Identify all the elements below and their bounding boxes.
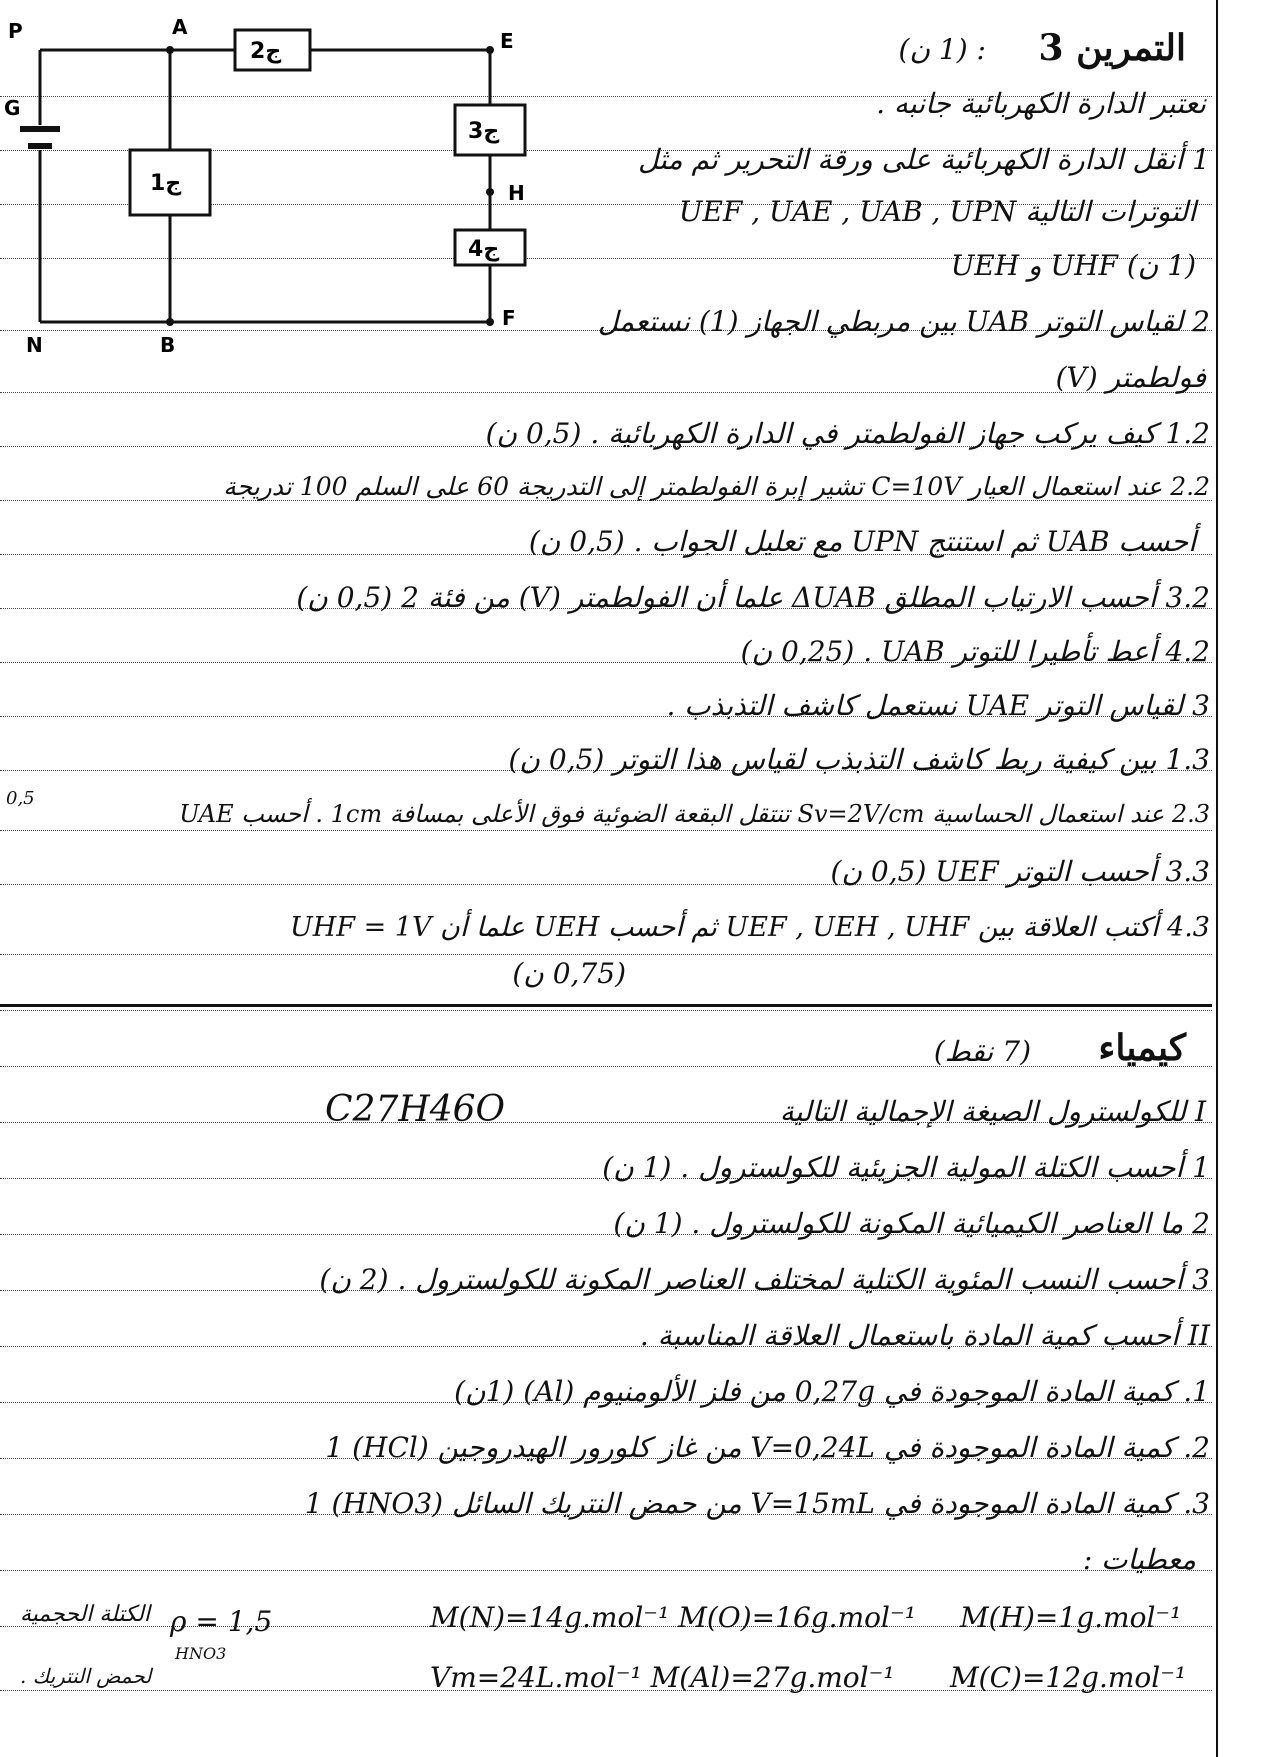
- node-dot: [166, 46, 174, 54]
- question-3-1: 1.3 بين كيفية ربط كاشف التذبذب لقياس هذا التوتر (0,5 ن): [508, 743, 1210, 776]
- question-2-2-b: أحسب UAB ثم استنتج UPN مع تعليل الجواب . (0,5 ن): [528, 525, 1196, 558]
- ruled-line: [0, 1570, 1212, 1571]
- question-3-4-points: (0,75 ن): [512, 957, 626, 990]
- question-2-b: فولطمتر (V): [1055, 361, 1206, 394]
- question-3-2: 2.3 عند استعمال الحساسية Sv=2V/cm تنتقل البقعة الضوئية فوق الأعلى بمسافة 1cm . أحسب UAE: [179, 800, 1210, 828]
- generator-plate-short: [28, 143, 52, 149]
- node-label-F: F: [502, 306, 516, 330]
- ruled-line: [0, 392, 1212, 393]
- node-label-N: N: [26, 333, 43, 357]
- chemistry-title: كيمياء: [1098, 1027, 1186, 1069]
- chem-q-2: 2 ما العناصر الكيميائية المكونة للكولسترول . (1 ن): [613, 1207, 1210, 1240]
- ruled-line: [0, 1010, 1212, 1011]
- node-dot: [166, 318, 174, 326]
- question-2-2: 2.2 عند استعمال العيار C=10V تشير إبرة الفولطمتر إلى التدريجة 60 على السلم 100 تدريجة: [223, 472, 1210, 501]
- node-dot: [486, 46, 494, 54]
- chem-q-3: 3 أحسب النسب المئوية الكتلية لمختلف العناصر المكونة للكولسترول . (2 ن): [319, 1263, 1210, 1296]
- circuit-diagram: [0, 0, 540, 360]
- node-dot: [486, 188, 494, 196]
- margin-line: [1216, 0, 1218, 1757]
- question-2-4: 4.2 أعط تأطيرا للتوتر UAB . (0,25 ن): [740, 635, 1210, 668]
- chemistry-points: (7 نقط): [933, 1035, 1031, 1068]
- node-label-P: P: [8, 19, 23, 43]
- exercise-points: : (1 ن): [898, 33, 986, 66]
- chem-s2-q1: 1. كمية المادة الموجودة في 0,27g من فلز الألومنيوم (Al) (1ن): [454, 1375, 1210, 1408]
- question-2-3: 3.2 أحسب الارتياب المطلق ΔUAB علما أن الفولطمتر (V) من فئة 2 (0,5 ن): [296, 581, 1210, 614]
- physics-intro: نعتبر الدارة الكهربائية جانبه .: [876, 87, 1206, 120]
- given-molar-H: M(H)=1g.mol⁻¹: [960, 1601, 1182, 1634]
- given-molar-C: M(C)=12g.mol⁻¹: [950, 1661, 1187, 1694]
- question-1: 1 أنقل الدارة الكهربائية على ورقة التحرير ثم مثل: [637, 143, 1210, 176]
- node-label-G: G: [4, 96, 21, 120]
- given-density-sub: HNO3: [175, 1644, 227, 1663]
- question-3-2-points: 0,5: [6, 788, 35, 809]
- givens-label: معطيات :: [1082, 1543, 1196, 1576]
- ruled-line: [0, 954, 1212, 955]
- question-3-3: 3.3 أحسب التوتر UEF (0,5 ن): [830, 855, 1210, 888]
- chem-s2-q3: 3. كمية المادة الموجودة في V=15mL من حمض النتريك السائل (HNO3) 1: [304, 1487, 1210, 1520]
- question-3-4: 4.3 أكتب العلاقة بين UEF , UEH , UHF ثم أحسب UEH علما أن UHF = 1V: [289, 912, 1210, 943]
- node-dot: [486, 318, 494, 326]
- given-molar-N-O: M(N)=14g.mol⁻¹ M(O)=16g.mol⁻¹: [430, 1601, 916, 1634]
- given-molar-volume-Al: Vm=24L.mol⁻¹ M(Al)=27g.mol⁻¹: [430, 1661, 895, 1694]
- question-1-b: التوترات التالية UEF , UAE , UAB , UPN: [678, 195, 1196, 228]
- node-label-B: B: [160, 333, 176, 357]
- ruled-line: [0, 830, 1212, 831]
- question-2: 2 لقياس التوتر UAB بين مربطي الجهاز (1) نستعمل: [597, 305, 1210, 338]
- box-label-3: ج3: [468, 119, 500, 144]
- node-label-E: E: [500, 29, 514, 53]
- box-label-4: ج4: [468, 237, 500, 262]
- exercise-title: التمرين 3: [1038, 27, 1186, 69]
- generator-plate-long: [20, 126, 60, 132]
- chem-section-2: II أحسب كمية المادة باستعمال العلاقة المناسبة .: [639, 1319, 1210, 1352]
- chem-s2-q2: 2. كمية المادة الموجودة في V=0,24L من غاز كلورور الهيدروجين (HCl) 1: [325, 1431, 1210, 1464]
- chem-q-1: 1 أحسب الكتلة المولية الجزيئية للكولسترول . (1 ن): [602, 1151, 1210, 1184]
- given-density-label-2: لحمض النتريك .: [20, 1664, 152, 1688]
- question-3: 3 لقياس التوتر UAE نستعمل كاشف التذبذب .: [666, 689, 1210, 722]
- section-separator: [0, 1004, 1212, 1007]
- node-label-A: A: [172, 15, 188, 39]
- box-label-2: ج2: [250, 39, 282, 64]
- chem-section-1: I للكولسترول الصيغة الإجمالية التالية: [779, 1095, 1206, 1128]
- cholesterol-formula: C27H46O: [325, 1089, 506, 1130]
- node-label-H: H: [508, 181, 525, 205]
- question-1-c: (1 ن) UHF و UEH: [950, 249, 1196, 282]
- given-density: ρ = 1,5: [170, 1605, 273, 1638]
- box-label-1: ج1: [150, 171, 182, 196]
- question-2-1: 1.2 كيف يركب جهاز الفولطمتر في الدارة الكهربائية . (0,5 ن): [485, 417, 1210, 450]
- given-density-label: الكتلة الحجمية: [20, 1602, 151, 1627]
